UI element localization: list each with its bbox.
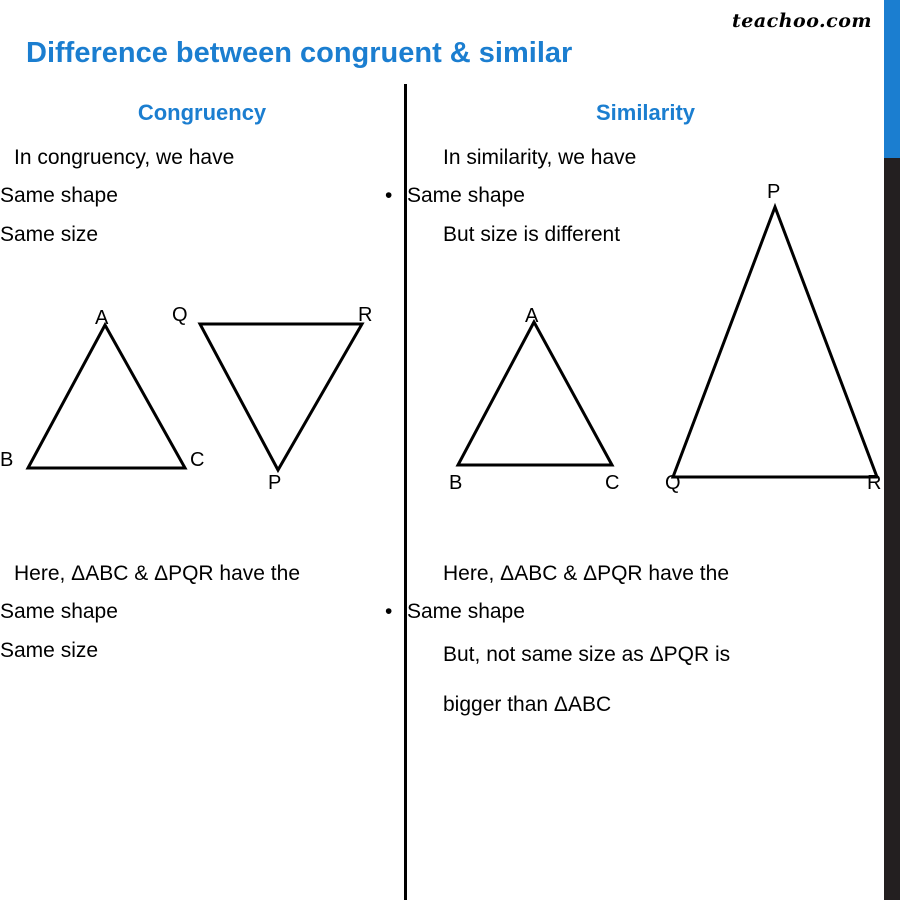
similarity-conclusion-block: [407, 560, 884, 725]
similarity-conclusion-bullets: [407, 598, 884, 626]
triangle-abc-small: [458, 322, 612, 465]
similarity-intro-note: But size is different: [443, 222, 621, 246]
similarity-conclusion: Here, ΔABC & ΔPQR have the: [443, 562, 730, 585]
similarity-note-line-2: bigger than ΔABC: [443, 693, 612, 717]
vertex-label-b2: B: [449, 472, 463, 494]
similarity-note-line-1: But, not same size as ΔPQR is: [443, 642, 731, 666]
list-item: • Same size: [0, 221, 404, 249]
list-item: • Same shape: [407, 182, 884, 210]
vertex-label-b: B: [0, 449, 14, 471]
vertex-label-p: P: [268, 472, 282, 494]
vertex-label-a: A: [95, 307, 109, 329]
vertex-label-r2: R: [867, 472, 882, 494]
watermark-brand: teachoo.com: [731, 10, 872, 32]
congruency-heading: Congruency: [137, 100, 267, 125]
congruency-conclusion: Here, ΔABC & ΔPQR have the: [14, 562, 301, 585]
similarity-heading: Similarity: [595, 100, 696, 125]
congruency-conclusion-bullets: [0, 598, 404, 665]
triangle-abc: [28, 325, 185, 468]
similarity-intro: In similarity, we have: [443, 146, 637, 169]
right-edge-accent-bar: [884, 0, 900, 158]
vertex-label-r: R: [358, 304, 373, 326]
congruency-intro: In congruency, we have: [14, 146, 235, 169]
vertex-label-q: Q: [172, 304, 188, 326]
vertex-label-c: C: [190, 449, 205, 471]
congruency-figure: [0, 304, 404, 550]
list-item: • Same shape: [0, 598, 404, 626]
vertex-label-a2: A: [525, 305, 539, 327]
triangle-qrp: [200, 324, 362, 470]
list-item: • Same size: [0, 637, 404, 665]
list-item: • Same shape: [407, 598, 884, 626]
list-item: • Same shape: [0, 182, 404, 210]
vertex-label-c2: C: [605, 472, 620, 494]
similar-triangles-svg: [407, 200, 887, 550]
congruency-column: [0, 100, 404, 259]
vertex-label-p2: P: [767, 181, 781, 203]
triangle-pqr-big: [673, 207, 877, 477]
congruent-triangles-svg: [0, 320, 404, 550]
congruency-conclusion-block: [0, 560, 404, 675]
page-title: Difference between congruent & similar: [26, 37, 573, 70]
congruency-intro-bullets: [0, 182, 404, 249]
vertex-label-q2: Q: [665, 472, 681, 494]
